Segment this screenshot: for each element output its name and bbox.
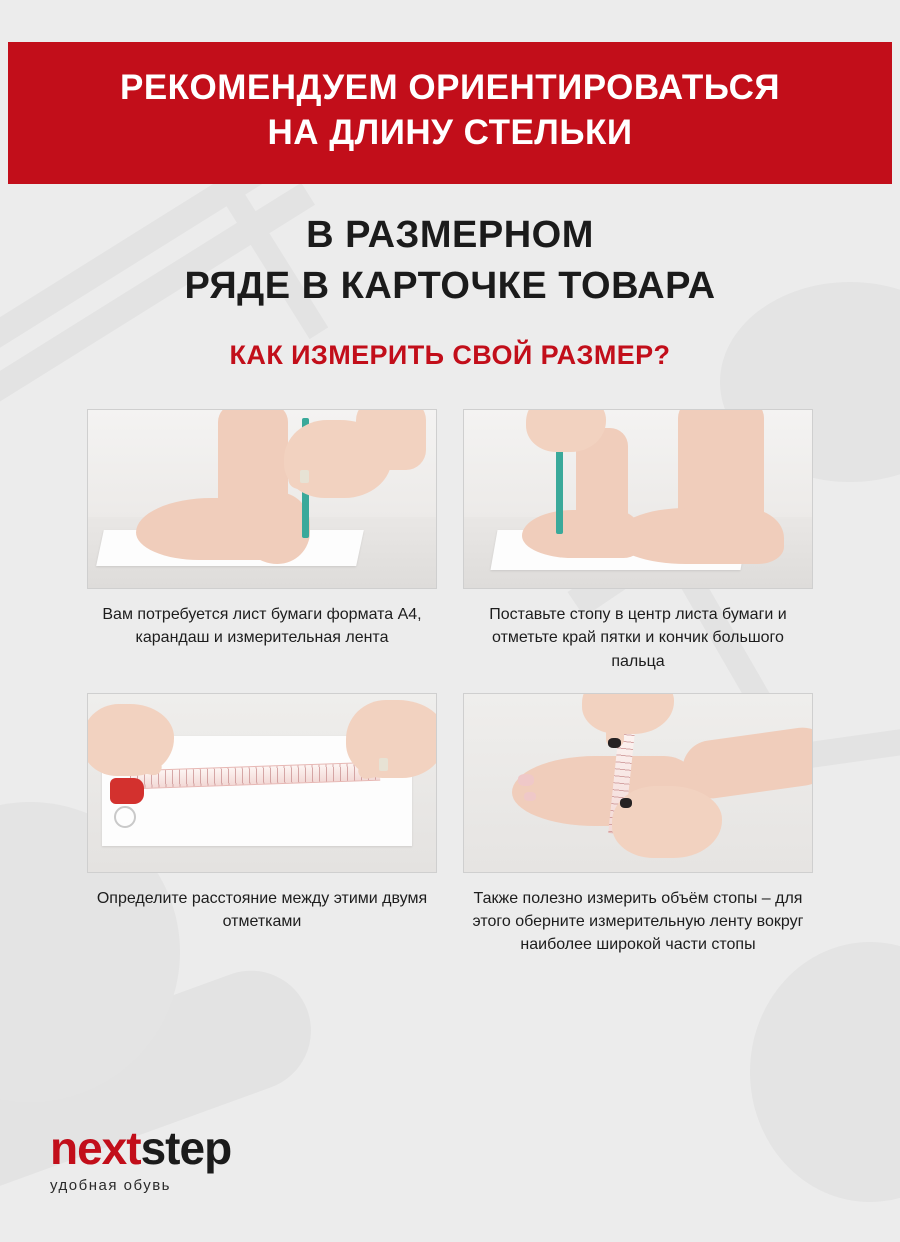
wrist-shape: [356, 409, 426, 470]
logo-wordmark: [50, 1122, 232, 1174]
banner-line-1: РЕКОМЕНДУЕМ ОРИЕНТИРОВАТЬСЯ: [119, 68, 781, 107]
header-banner: [8, 42, 892, 184]
subheading-line-1: В РАЗМЕРНОМ: [306, 213, 594, 256]
logo-part-next: next: [50, 1122, 141, 1174]
step-3-caption: Определите расстояние между этими двумя отметками: [96, 889, 428, 930]
step-item: [88, 409, 436, 673]
banner-line-2: НА ДЛИНУ СТЕЛЬКИ: [267, 112, 633, 152]
nail-polish: [608, 738, 621, 748]
steps-grid: [0, 371, 900, 956]
foot-shape-2: [522, 510, 642, 558]
bg-blob: [750, 942, 900, 1202]
step-item: [464, 693, 812, 957]
ring: [300, 470, 309, 483]
subheading-line-2: РЯДЕ В КАРТОЧКЕ ТОВАРА: [184, 264, 716, 307]
subheading: [0, 210, 900, 313]
tape-ring: [114, 806, 136, 828]
logo-tagline: удобная обувь: [50, 1177, 171, 1194]
toenail: [518, 774, 534, 786]
step-1-photo: [87, 409, 437, 589]
brand-logo: [50, 1122, 232, 1194]
hand-shape-lower: [612, 786, 722, 858]
toenail: [524, 792, 536, 801]
nail-polish: [620, 798, 632, 808]
step-1-caption: Вам потребуется лист бумаги формата А4, карандаш и измерительная лента: [102, 606, 422, 647]
step-4-photo: [463, 693, 813, 873]
step-2-caption: Поставьте стопу в центр листа бумаги и отметьте край пятки и кончик большого пальца: [489, 606, 787, 670]
question-heading: КАК ИЗМЕРИТЬ СВОЙ РАЗМЕР?: [229, 340, 671, 371]
pencil: [556, 438, 563, 534]
step-3-photo: [87, 693, 437, 873]
step-item: [464, 409, 812, 673]
step-4-caption: Также полезно измерить объём стопы – для этого оберните измерительную ленту вокруг наиболее широкой части стопы: [472, 889, 804, 954]
tape-case: [110, 778, 144, 804]
logo-part-step: step: [140, 1122, 232, 1174]
ring: [379, 758, 388, 771]
step-item: [88, 693, 436, 957]
step-2-photo: [463, 409, 813, 589]
